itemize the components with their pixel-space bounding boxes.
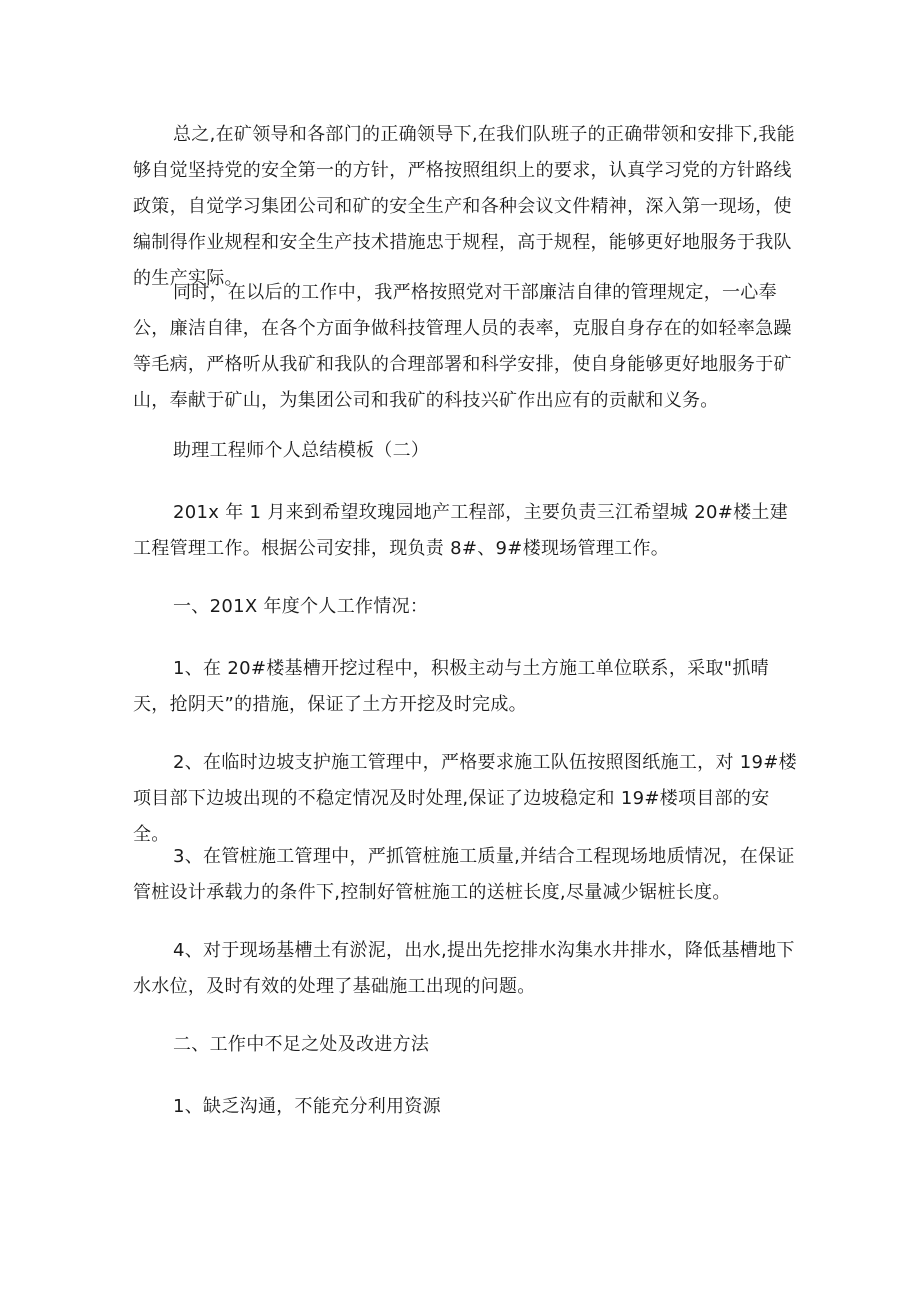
template-title: 助理工程师个人总结模板（二） bbox=[173, 440, 430, 461]
section-1-item-1: 1、在 20#楼基槽开挖过程中，积极主动与土方施工单位联系，采取"抓晴天，抢阴天”的措施，保证了土方开挖及时完成。 bbox=[133, 658, 769, 715]
paragraph-meanwhile: 同时，在以后的工作中，我严格按照党对干部廉洁自律的管理规定，一心奉公，廉洁自律，在各个方面争做科技管理人员的表率，克服自身存在的如轻率急躁等毛病，严格听从我矿和我队的合理部署和科学安排，使自身能够更好地服务于矿山，奉献于矿山，为集团公司和我矿的科技兴矿作出应有的贡献和义务。 bbox=[133, 282, 792, 411]
section-2-title: 二、工作中不足之处及改进方法 bbox=[173, 1034, 430, 1055]
paragraph-summary: 总之,在矿领导和各部门的正确领导下,在我们队班子的正确带领和安排下,我能够自觉坚持党的安全第一的方针，严格按照组织上的要求，认真学习党的方针路线政策，自觉学习集团公司和矿的安全生产和各种会议文件精神，深入第一现场，使编制得作业规程和安全生产技术措施忠于规程，高于规程，能够更好地服务于我队的生产实际。 bbox=[133, 124, 795, 289]
intro-paragraph: 201x 年 1 月来到希望玫瑰园地产工程部，主要负责三江希望城 20#楼土建工程管理工作。根据公司安排，现负责 8#、9#楼现场管理工作。 bbox=[133, 502, 789, 559]
section-2-item-1: 1、缺乏沟通，不能充分利用资源 bbox=[173, 1096, 441, 1117]
section-1-title: 一、201X 年度个人工作情况： bbox=[173, 596, 429, 617]
section-1-item-3: 3、在管桩施工管理中，严抓管桩施工质量,并结合工程现场地质情况，在保证管桩设计承载力的条件下,控制好管桩施工的送桩长度,尽量减少锯桩长度。 bbox=[133, 846, 795, 903]
section-1-item-2: 2、在临时边坡支护施工管理中，严格要求施工队伍按照图纸施工，对 19#楼项目部下边坡出现的不稳定情况及时处理,保证了边坡稳定和 19#楼项目部的安全。 bbox=[133, 752, 797, 845]
section-1-item-4: 4、对于现场基槽土有淤泥，出水,提出先挖排水沟集水井排水，降低基槽地下水水位，及时有效的处理了基础施工出现的问题。 bbox=[133, 940, 795, 997]
